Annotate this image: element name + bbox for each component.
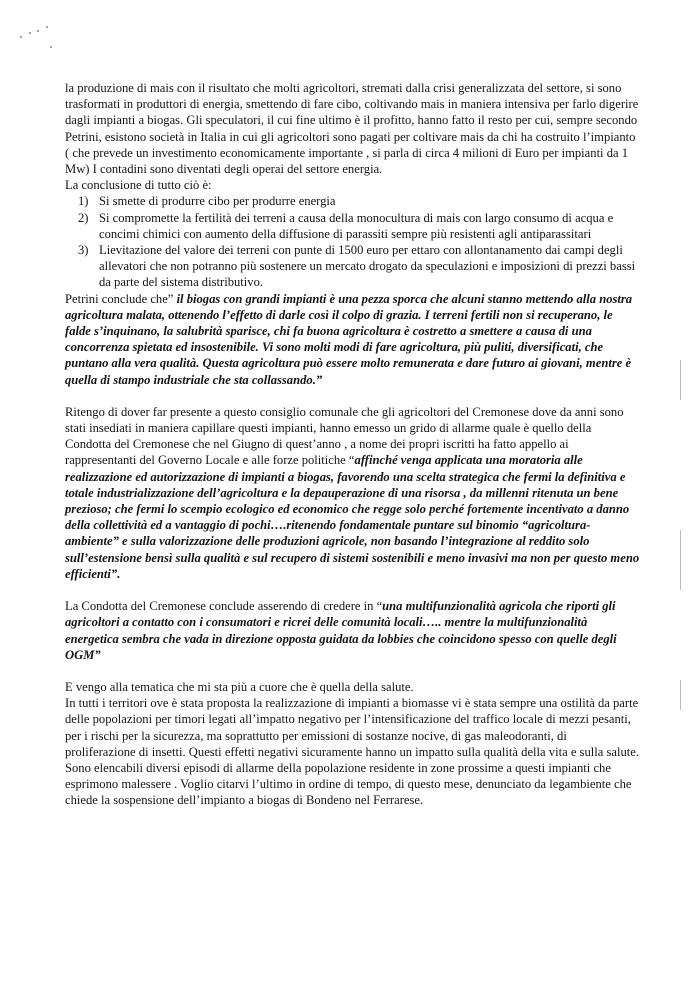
list-text: Si smette di produrre cibo per produrre energia [99,194,336,209]
condotta-intro: La Condotta del Cremonese conclude asserendo di credere in “ [65,599,383,614]
paragraph-gap [65,663,640,679]
scan-speck [37,30,39,32]
scan-specks [20,22,60,52]
list-item [65,242,640,291]
list-number: 1) [78,194,89,209]
scan-speck [29,32,31,34]
list-number: 3) [78,243,89,258]
paragraph-production: la produzione di mais con il risultato che molti agricoltori, stremati dalla crisi generalizzata del settore, si sono trasformati in produttori di energia, smettendo di fare cibo, coltivando mais in maniera intensiva per farlo digerire dagli impianti a biogas. Gli speculatori, il cui fine ultimo è il profitto, hanno fatto il resto per cui, sempre secondo Petrini, esistono società in Italia in cui gli agricoltori sono pagati per coltivare mais da chi ha costruito l’impianto ( che prevede un investimento economicamente importante , si parla di circa 4 milioni di Euro per impianti da 1 Mw) I contadini sono diventati degli operai del settore energia. [65,81,639,177]
list-number: 2) [78,210,89,225]
document-body [65,80,640,809]
quote-intro: Petrini conclude che” [65,291,177,306]
appeal-quote: affinché venga applicata una moratoria alle realizzazione ed autorizzazione di impianti a biogas, favorendo una scelta strategica che fermi la definitiva e totale industrializzazione dell’agricoltura e la depauperazione di una risorsa , da millenni ritenuta un bene prezioso; che fermi lo scempio ecologico ed economico che regge solo perché fortemente incentivato a danno della collettività ed a vantaggio di pochi….ritenendo fondamentale puntare sul binomio “agricoltura-ambiente” e sulla valorizzazione delle produzioni agricole, non basando l’integrazione al reddito solo sull’estensione bensì sulla qualità e sul recupero di sistemi sostenibili e meno invasivi ma non per questo meno efficienti”. [65,453,640,581]
list-text: Si compromette la fertilità dei terreni a causa della monocultura di mais con largo consumo di acqua e concimi chimici con aumento della diffusione di parassiti sempre più resistenti agli antiparassitari [99,210,614,241]
conclusion-list [65,193,640,290]
paragraph-condotta-conclusion [65,598,640,663]
paragraph-gap [65,388,640,404]
list-text: Lievitazione del valore dei terreni con punte di 1500 euro per ettaro con allontanamento dai campi degli allevatori che non potranno più sostenere un mercato drogato da speculazioni e imposizioni di prezzi bassi da parte del sistema distributivo. [99,243,636,290]
paragraph-gap [65,582,640,598]
scan-speck [20,36,22,38]
scan-speck [46,26,48,28]
list-item [65,210,640,242]
paragraph-episodes: Sono elencabili diversi episodi di allarme della popolazione residente in zone prossime a questi impianti che esprimono malessere . Voglio citarvi l’ultimo in ordine di tempo, di questo mese, denunciato da legambiente che chiede la sospensione dell’impianto a biogas di Bondeno nel Ferrarese. [65,760,632,808]
appeal-intro: Ritengo di dover far presente a questo consiglio comunale che gli agricoltori del Cremonese dove da anni sono stati insediati in maniera capillare questi impianti, hanno emesso un grido di allarme quale è quello della Condotta del Cremonese che nel Giugno di quest’anno , a nome dei propri iscritti ha fatto appello ai rappresentanti del Governo Locale e alle forze politiche “ [65,404,624,468]
scan-edge-mark [680,530,681,590]
paragraph-petrini-quote [65,291,640,388]
paragraph-cremonese-appeal [65,404,640,582]
quote-text: il biogas con grandi impianti è una pezza sporca che alcuni stanno mettendo alla nostra agricoltura malata, ottenendo l’effetto di darle così il colpo di grazia. I terreni fertili non si recuperano, le falde s’inquinano, la salubrità sparisce, chi fa buona agricoltura è costretto a smettere a causa di una concorrenza spietata ed insostenibile. Vi sono molti modi di fare agricoltura, più puliti, diversificati, che puntano alla vera qualità. Questa agricoltura può essere molto remunerata e dare futuro ai giovani, mentre è quella di stampo industriale che sta collassando.” [65,291,633,387]
condotta-quote: una multifunzionalità agricola che riporti gli agricoltori a contatto con i consumatori e ricrei delle comunità locali….. mentre la multifunzionalità energetica sembra che vada in direzione opposta guidata da lobbies che coincidono spesso con quelle degli OGM” [65,599,617,662]
paragraph-territories: In tutti i territori ove è stata proposta la realizzazione di impianti a biomasse vi è stata sempre una ostilità da parte delle popolazioni per timori legati all’impatto negativo per l’intensificazione del traffico locale di mezzi pesanti, per i rischi per la sicurezza, ma soprattutto per emissioni di sostanze nocive, di gas maleodoranti, di proliferazione di insetti. Questi effetti negativi sicuramente hanno un impatto sulla qualità della vita e sulla salute. [65,696,640,759]
paragraph-conclusion-intro: La conclusione di tutto ciò è: [65,178,212,193]
scan-speck [50,46,52,48]
list-item [65,193,640,209]
scan-edge-mark [680,680,681,710]
paragraph-health-topic: E vengo alla tematica che mi sta più a cuore che è quella della salute. [65,679,414,694]
scan-edge-mark [680,360,681,400]
